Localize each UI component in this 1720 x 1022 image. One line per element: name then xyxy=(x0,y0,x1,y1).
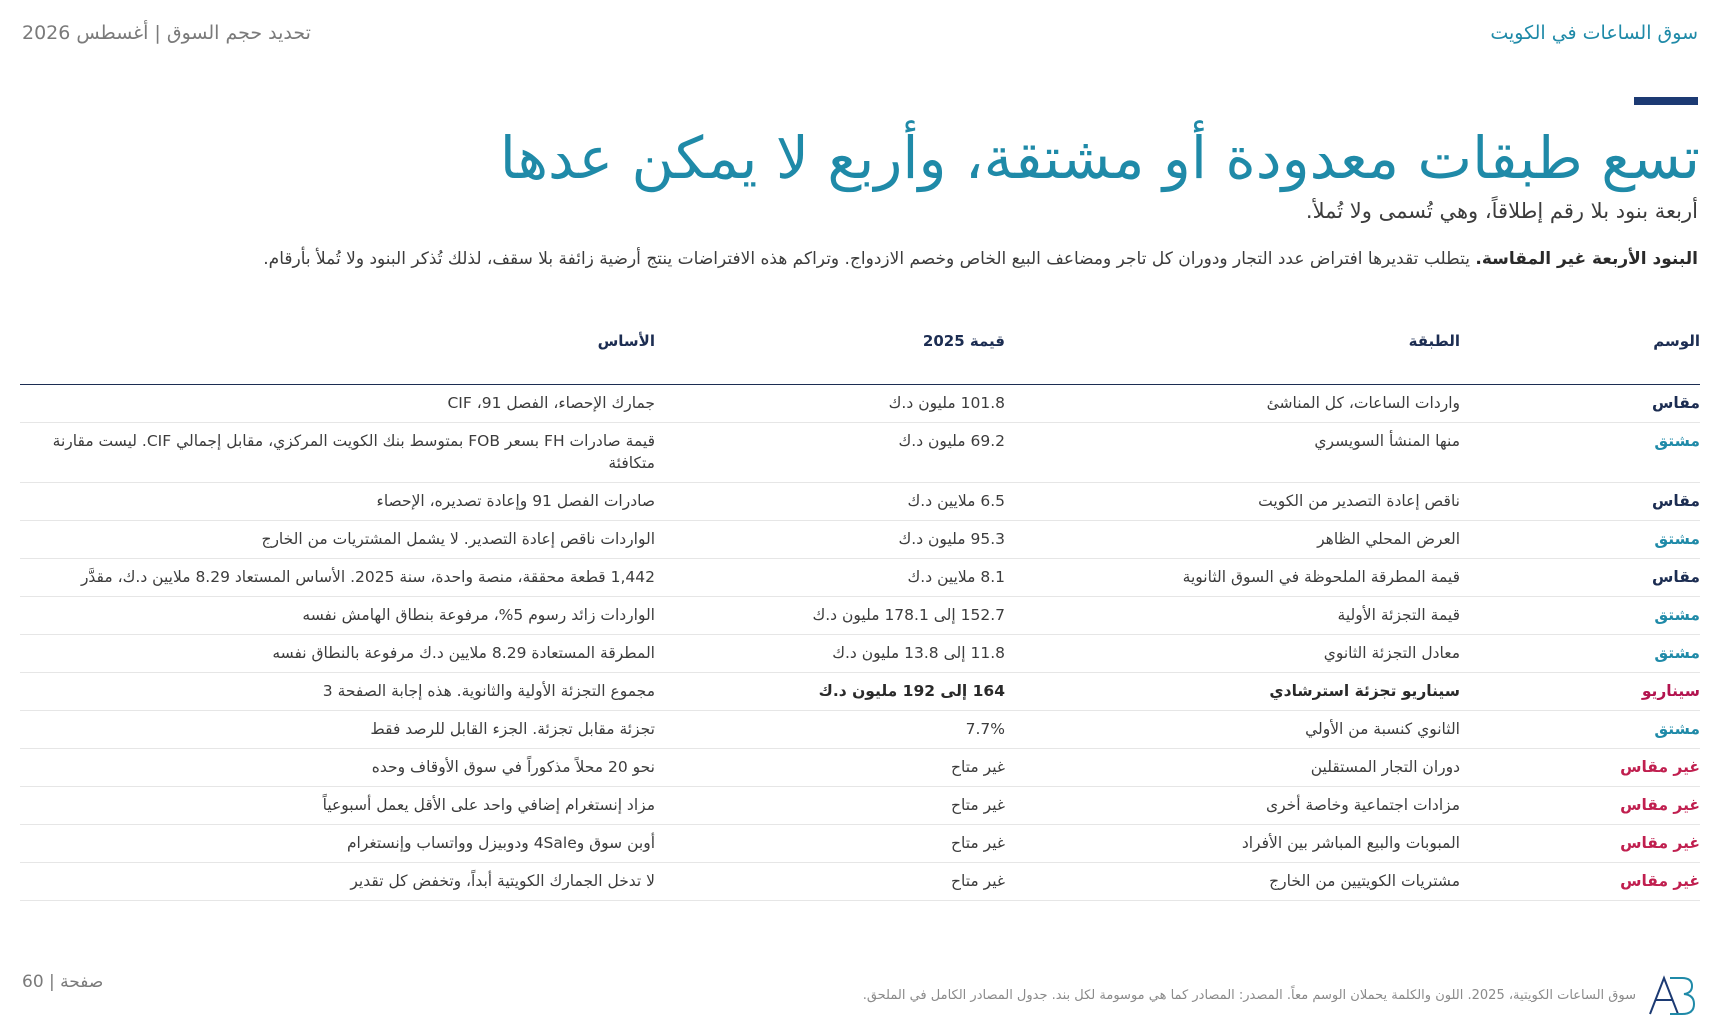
row-basis: تجزئة مقابل تجزئة. الجزء القابل للرصد فقط xyxy=(20,711,655,749)
footer xyxy=(0,932,1720,1022)
row-basis: مجموع التجزئة الأولية والثانوية. هذه إجابة الصفحة 3 xyxy=(20,673,655,711)
row-basis: 1,442 قطعة محققة، منصة واحدة، سنة 2025. الأساس المستعاد 8.29 ملايين د.ك، مقدَّر xyxy=(20,559,655,597)
row-basis: أوبن سوق و4Sale ودوبيزل وواتساب وإنستغرام xyxy=(20,825,655,863)
row-layer: سيناريو تجزئة استرشادي xyxy=(1005,673,1460,711)
row-layer: قيمة التجزئة الأولية xyxy=(1005,597,1460,635)
row-basis: نحو 20 محلاً مذكوراً في سوق الأوقاف وحده xyxy=(20,749,655,787)
row-tag: مشتق xyxy=(1460,423,1700,483)
accent-bar xyxy=(1634,97,1698,105)
row-value: غير متاح xyxy=(655,825,1005,863)
row-tag: غير مقاس xyxy=(1460,749,1700,787)
row-tag: غير مقاس xyxy=(1460,787,1700,825)
row-value: غير متاح xyxy=(655,787,1005,825)
note-text: يتطلب تقديرها افتراض عدد التجار ودوران كل تاجر ومضاعف البيع الخاص وخصم الازدواج. وتراكم هذه الافتراضات ينتج أرضية زائفة بلا سقف، لذلك تُذكر البنود ولا تُملأ بأرقام. xyxy=(263,249,1476,269)
row-tag: مشتق xyxy=(1460,521,1700,559)
methodology-note xyxy=(22,246,1698,272)
row-tag: مشتق xyxy=(1460,635,1700,673)
row-value: غير متاح xyxy=(655,749,1005,787)
row-value: 7.7% xyxy=(655,711,1005,749)
row-layer: مزادات اجتماعية وخاصة أخرى xyxy=(1005,787,1460,825)
row-layer: المبوبات والبيع المباشر بين الأفراد xyxy=(1005,825,1460,863)
top-bar xyxy=(22,18,1698,48)
footnote: سوق الساعات الكويتية، 2025. اللون والكلمة يحملان الوسم معاً. المصدر: المصادر كما هي موسومة لكل بند. جدول المصادر الكامل في الملحق. xyxy=(862,988,1636,1003)
row-tag: سيناريو xyxy=(1460,673,1700,711)
table-row xyxy=(20,863,1700,901)
report-brand: سوق الساعات في الكويت xyxy=(1490,22,1698,44)
row-tag: غير مقاس xyxy=(1460,825,1700,863)
header-value: قيمة 2025 xyxy=(655,322,1005,385)
row-basis: الواردات ناقص إعادة التصدير. لا يشمل المشتريات من الخارج xyxy=(20,521,655,559)
header-tag: الوسم xyxy=(1460,322,1700,385)
row-value: 95.3 مليون د.ك xyxy=(655,521,1005,559)
table-row xyxy=(20,635,1700,673)
table-body xyxy=(20,385,1700,901)
table-row xyxy=(20,483,1700,521)
page-number: صفحة | 60 xyxy=(22,972,104,992)
row-value: 6.5 ملايين د.ك xyxy=(655,483,1005,521)
row-value: 164 إلى 192 مليون د.ك xyxy=(655,673,1005,711)
row-tag: مقاس xyxy=(1460,385,1700,423)
ab-monogram-logo-icon xyxy=(1648,974,1698,1016)
row-layer: العرض المحلي الظاهر xyxy=(1005,521,1460,559)
row-basis: صادرات الفصل 91 وإعادة تصديره، الإحصاء xyxy=(20,483,655,521)
table-row xyxy=(20,423,1700,483)
row-tag: مقاس xyxy=(1460,559,1700,597)
page-subtitle: أربعة بنود بلا رقم إطلاقاً، وهي تُسمى ولا تُملأ. xyxy=(1305,199,1698,223)
row-tag: غير مقاس xyxy=(1460,863,1700,901)
row-value: 101.8 مليون د.ك xyxy=(655,385,1005,423)
market-layers-table xyxy=(20,322,1700,901)
row-layer: دوران التجار المستقلين xyxy=(1005,749,1460,787)
row-layer: قيمة المطرقة الملحوظة في السوق الثانوية xyxy=(1005,559,1460,597)
row-layer: واردات الساعات، كل المناشئ xyxy=(1005,385,1460,423)
market-layers-table-wrap xyxy=(20,322,1700,901)
row-value: غير متاح xyxy=(655,863,1005,901)
row-layer: معادل التجزئة الثانوي xyxy=(1005,635,1460,673)
page-title: تسع طبقات معدودة أو مشتقة، وأربع لا يمكن عدها xyxy=(499,124,1700,192)
row-value: 69.2 مليون د.ك xyxy=(655,423,1005,483)
row-value: 8.1 ملايين د.ك xyxy=(655,559,1005,597)
table-row xyxy=(20,825,1700,863)
table-header-row xyxy=(20,322,1700,385)
table-row xyxy=(20,597,1700,635)
row-basis: الواردات زائد رسوم 5%، مرفوعة بنطاق الهامش نفسه xyxy=(20,597,655,635)
row-basis: المطرقة المستعادة 8.29 ملايين د.ك مرفوعة بالنطاق نفسه xyxy=(20,635,655,673)
table-row xyxy=(20,673,1700,711)
row-tag: مشتق xyxy=(1460,711,1700,749)
row-basis: قيمة صادرات FH بسعر FOB بمتوسط بنك الكويت المركزي، مقابل إجمالي CIF. ليست مقارنة متكافئة xyxy=(20,423,655,483)
row-basis: مزاد إنستغرام إضافي واحد على الأقل يعمل أسبوعياً xyxy=(20,787,655,825)
report-meta: تحديد حجم السوق | أغسطس 2026 xyxy=(22,22,311,44)
row-layer: الثانوي كنسبة من الأولي xyxy=(1005,711,1460,749)
row-tag: مقاس xyxy=(1460,483,1700,521)
row-layer: مشتريات الكويتيين من الخارج xyxy=(1005,863,1460,901)
table-row xyxy=(20,749,1700,787)
row-basis: لا تدخل الجمارك الكويتية أبداً، وتخفض كل تقدير xyxy=(20,863,655,901)
row-layer: ناقص إعادة التصدير من الكويت xyxy=(1005,483,1460,521)
row-tag: مشتق xyxy=(1460,597,1700,635)
row-basis: جمارك الإحصاء، الفصل 91، CIF xyxy=(20,385,655,423)
row-value: 11.8 إلى 13.8 مليون د.ك xyxy=(655,635,1005,673)
header-basis: الأساس xyxy=(20,322,655,385)
note-lead: البنود الأربعة غير المقاسة. xyxy=(1475,249,1698,269)
table-row xyxy=(20,787,1700,825)
row-value: 152.7 إلى 178.1 مليون د.ك xyxy=(655,597,1005,635)
table-row xyxy=(20,711,1700,749)
table-row xyxy=(20,385,1700,423)
row-layer: منها المنشأ السويسري xyxy=(1005,423,1460,483)
table-row xyxy=(20,521,1700,559)
header-layer: الطبقة xyxy=(1005,322,1460,385)
table-row xyxy=(20,559,1700,597)
